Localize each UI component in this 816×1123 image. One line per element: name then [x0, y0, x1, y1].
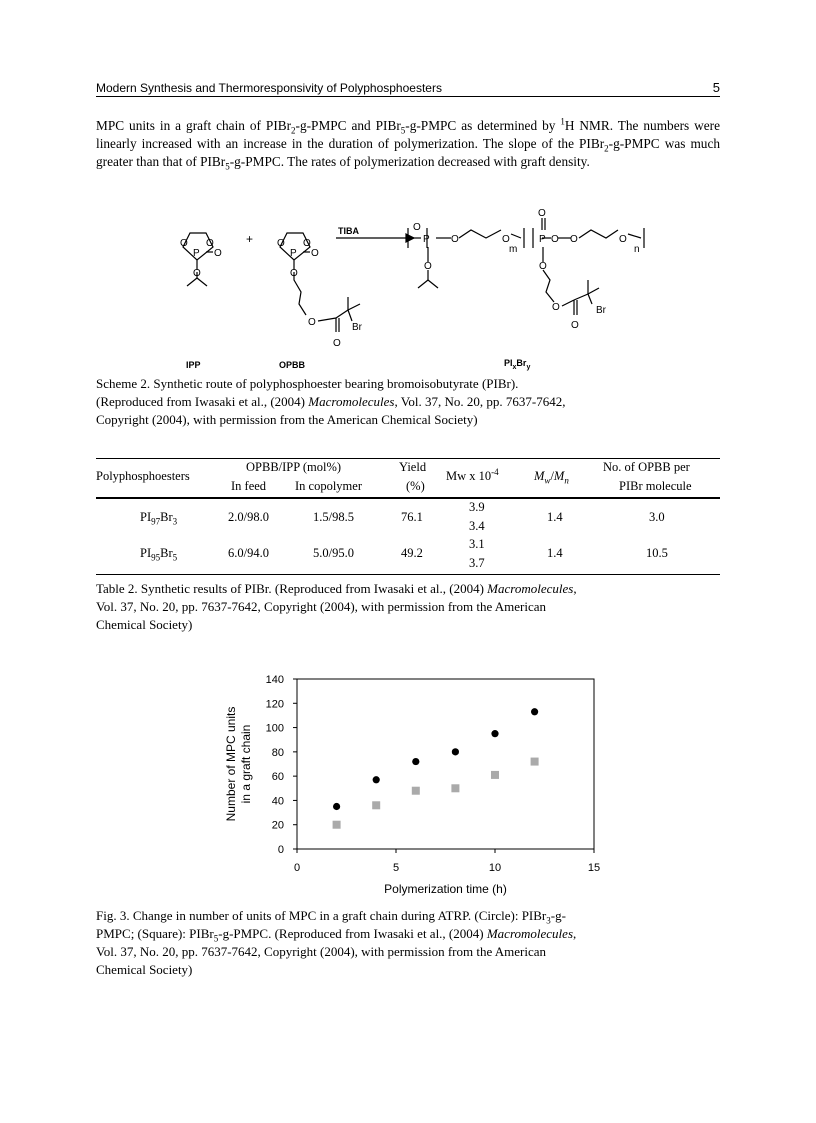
row1-name: $PI_{97}Br_3$ [140, 510, 178, 527]
header-mw: Mw x $10^{-4}$ [446, 466, 499, 483]
svg-text:O: O [451, 234, 459, 245]
row2-copolymer: 5.0/95.0 [313, 546, 354, 560]
header-yield: Yield [399, 460, 427, 474]
svg-text:O: O [539, 261, 547, 272]
intro-paragraph: MPC units in a graft chain of PIBr$_2$-g-PMPC and PIBr$_5$-g-PMPC as determined by $^1$H NMR. The numbers were linearly increased with an increase in the duration of polymerization. The slope of the PIBr$_2$-g-PMPC was much greater than that of PIBr$_5$-g-PMPC. The rates of polymerization decreased with graft density. [96, 116, 720, 172]
data-point-square [531, 758, 539, 766]
svg-text:O: O [619, 234, 627, 245]
svg-text:O: O [570, 234, 578, 245]
svg-text:O: O [308, 317, 316, 328]
y-tick-label: 100 [265, 722, 284, 735]
data-point-square [372, 801, 380, 809]
svg-text:O: O [424, 261, 432, 272]
svg-text:O: O [277, 238, 285, 249]
row2-mw-b: 3.7 [469, 556, 485, 570]
x-tick-label: 10 [488, 862, 502, 874]
y-axis-label: Number of MPC units [224, 706, 238, 822]
svg-text:n: n [634, 244, 640, 255]
results-table [96, 458, 720, 575]
label-ipp: IPP [186, 360, 201, 370]
data-point-circle [333, 803, 340, 810]
y-tick-label: 0 [277, 844, 284, 856]
running-header [96, 80, 720, 97]
header-opbb-per: No. of OPBB per [603, 460, 690, 474]
svg-text:O: O [290, 268, 298, 279]
y-tick-label: 40 [271, 795, 284, 808]
svg-text:O: O [303, 238, 311, 249]
x-axis-label: Polymerization time (h) [384, 882, 507, 896]
svg-text:O: O [571, 320, 579, 331]
svg-text:O: O [180, 238, 188, 249]
svg-text:Br: Br [352, 322, 362, 333]
data-point-circle [452, 748, 459, 755]
header-polyphosphoesters: Polyphosphoesters [96, 469, 190, 483]
svg-text:O: O [206, 238, 214, 249]
y-tick-label: 140 [265, 674, 284, 686]
y-axis-label: in a graft chain [239, 724, 253, 804]
row1-mw-a: 3.9 [469, 500, 485, 514]
y-tick-label: 20 [271, 819, 284, 832]
svg-text:O: O [552, 302, 560, 313]
svg-text:O: O [214, 248, 222, 259]
row2-feed: 6.0/94.0 [228, 546, 269, 560]
row2-opbb: 10.5 [646, 546, 668, 560]
svg-text:O: O [413, 222, 421, 233]
row1-pdi: 1.4 [547, 510, 563, 524]
y-tick-label: 60 [271, 771, 284, 784]
svg-text:P: P [423, 234, 430, 245]
header-opbb-ipp: OPBB/IPP (mol%) [246, 460, 342, 474]
data-point-circle [531, 708, 538, 715]
plot-frame [297, 679, 594, 849]
row1-opbb: 3.0 [649, 510, 665, 524]
svg-text:O: O [333, 338, 341, 349]
table-caption: Table 2. Synthetic results of PIBr. (Reproduced from Iwasaki et al., (2004) Macromolecules, Vol. 37, No. 20, pp. 7637-7642, Copyright (2004), with permission from the American Chemical Society) [96, 581, 577, 632]
svg-text:O: O [311, 248, 319, 259]
data-point-square [491, 771, 499, 779]
row1-mw-b: 3.4 [469, 519, 485, 533]
header-yield-unit: (%) [406, 479, 425, 493]
svg-text:P: P [290, 248, 297, 259]
row1-copolymer: 1.5/98.5 [313, 510, 354, 524]
y-tick-label: 120 [265, 698, 284, 711]
svg-text:Br: Br [596, 305, 606, 316]
y-tick-label: 80 [271, 746, 284, 759]
row2-yield: 49.2 [401, 546, 423, 560]
row1-yield: 76.1 [401, 510, 423, 524]
running-title: Modern Synthesis and Thermoresponsivity of Polyphosphoesters [96, 81, 442, 95]
scatter-chart [0, 660, 816, 905]
label-opbb: OPBB [279, 360, 306, 370]
row1-feed: 2.0/98.0 [228, 510, 269, 524]
header-pdi: $M_w/M_n$ [534, 469, 569, 486]
data-point-circle [373, 776, 380, 783]
svg-text:P: P [539, 234, 546, 245]
data-point-square [412, 787, 420, 795]
svg-text:m: m [509, 244, 518, 255]
header-in-copolymer: In copolymer [295, 479, 362, 493]
svg-text:O: O [193, 268, 201, 279]
data-point-circle [412, 758, 419, 765]
svg-text:O: O [551, 234, 559, 245]
header-in-feed: In feed [231, 479, 267, 493]
svg-text:O: O [502, 234, 510, 245]
row2-name: $PI_{95}Br_5$ [140, 546, 178, 563]
x-tick-label: 15 [587, 862, 601, 874]
data-point-square [333, 821, 341, 829]
reagent-tiba: TIBA [338, 226, 359, 236]
label-pibr: $PI_xBr_y$ [504, 358, 531, 371]
x-tick-label: 0 [293, 862, 301, 874]
x-tick-label: 5 [392, 862, 400, 874]
svg-text:P: P [193, 248, 200, 259]
svg-text:O: O [538, 208, 546, 219]
data-point-square [451, 784, 459, 792]
header-pibr-molecule: PIBr molecule [619, 479, 692, 493]
row2-pdi: 1.4 [547, 546, 563, 560]
scheme-caption: Scheme 2. Synthetic route of polyphosphoester bearing bromoisobutyrate (PIBr). (Reproduced from Iwasaki et al., (2004) Macromolecules, Vol. 37, No. 20, pp. 7637-7642, Copyright (2004), with permission from the American Chemical Society) [96, 376, 566, 427]
figure-caption: Fig. 3. Change in number of units of MPC in a graft chain during ATRP. (Circle): PIBr$_3$-g- PMPC; (Square): PIBr$_5$-g-PMPC. (Reproduced from Iwasaki et al., (2004) Macromolecules, Vol. 37, No. 20, pp. 7637-7642, Copyright (2004), with permission from the American Chemical Society) [96, 908, 577, 977]
reaction-scheme [96, 200, 720, 372]
data-point-circle [491, 730, 498, 737]
row2-mw-a: 3.1 [469, 537, 485, 551]
plus-sign: + [246, 232, 254, 246]
page-number: 5 [712, 80, 720, 95]
